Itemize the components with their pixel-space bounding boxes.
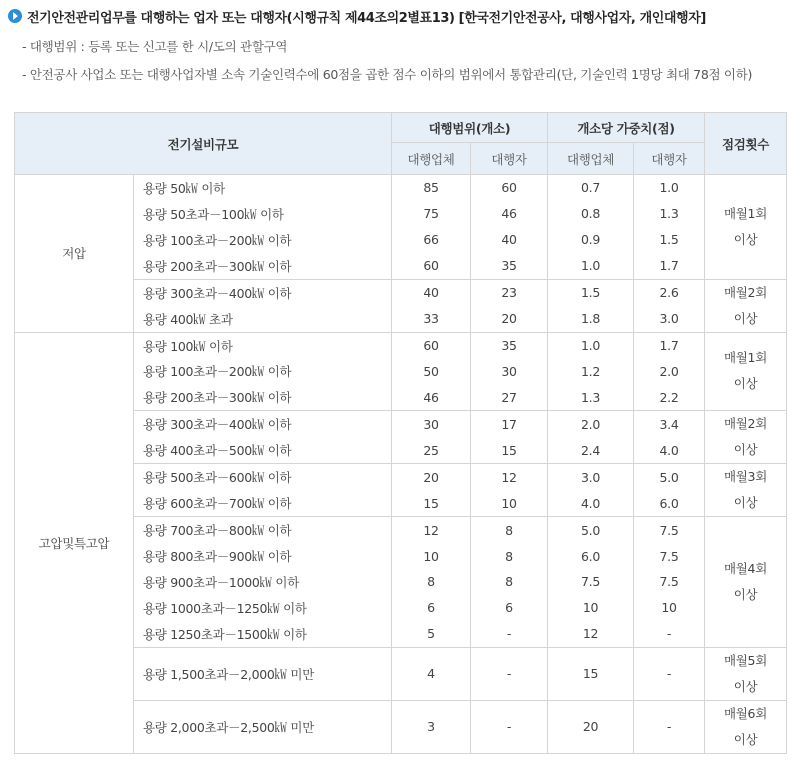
inspection-frequency: 매월4회: [724, 560, 767, 576]
header-range-agency: 대행업체: [392, 143, 471, 175]
range-agency-cell: 85: [392, 175, 471, 201]
range-agent-cell: 60: [471, 175, 548, 201]
capacity-cell: 용량 400초과－500㎾ 이하: [134, 437, 392, 464]
range-agency-cell: 66: [392, 227, 471, 253]
weight-agent-cell: 7.5: [634, 543, 705, 569]
range-agent-cell: 8: [471, 517, 548, 543]
weight-agency-cell: 10: [548, 595, 634, 621]
weight-agency-cell: 6.0: [548, 543, 634, 569]
range-agency-cell: 50: [392, 358, 471, 384]
range-agent-cell: 15: [471, 437, 548, 464]
note-scope: - 대행범위 : 등록 또는 신고를 한 시/도의 관할구역: [22, 39, 288, 54]
inspection-frequency: 매월2회: [724, 416, 767, 432]
capacity-cell: 용량 50초과－100㎾ 이하: [134, 201, 392, 227]
weight-agent-cell: -: [634, 700, 705, 753]
inspection-frequency: 매월1회: [724, 205, 767, 221]
inspection-frequency: 매월1회: [724, 350, 767, 366]
inspection-cell: [705, 700, 787, 753]
header-weight-agent: 대행자: [634, 143, 705, 175]
weight-agent-cell: 10: [634, 595, 705, 621]
range-agency-cell: 46: [392, 384, 471, 410]
weight-agent-cell: 4.0: [634, 437, 705, 464]
inspection-frequency: 매월3회: [724, 469, 767, 485]
weight-agency-cell: 2.4: [548, 437, 634, 464]
range-agent-cell: 8: [471, 543, 548, 569]
note-integrated-management: - 안전공사 사업소 또는 대행사업자별 소속 기술인력수에 60점을 곱한 점수 이하의 범위에서 통합관리(단, 기술인력 1명당 최대 78점 이하): [22, 67, 753, 82]
weight-agency-cell: 1.3: [548, 384, 634, 410]
inspection-cell: [705, 647, 787, 700]
range-agent-cell: 6: [471, 595, 548, 621]
weight-agent-cell: 3.4: [634, 411, 705, 438]
range-agency-cell: 40: [392, 279, 471, 306]
inspection-qualifier: 이상: [733, 231, 758, 247]
weight-agency-cell: 0.9: [548, 227, 634, 253]
range-agent-cell: 23: [471, 279, 548, 306]
range-agent-cell: 12: [471, 464, 548, 491]
range-agency-cell: 10: [392, 543, 471, 569]
capacity-cell: 용량 1000초과－1250㎾ 이하: [134, 595, 392, 621]
category-cell: 저압: [15, 175, 134, 333]
range-agent-cell: -: [471, 700, 548, 753]
capacity-cell: 용량 100초과－200㎾ 이하: [134, 358, 392, 384]
range-agent-cell: 27: [471, 384, 548, 410]
capacity-cell: 용량 200초과－300㎾ 이하: [134, 253, 392, 279]
weight-agent-cell: 1.5: [634, 227, 705, 253]
capacity-cell: 용량 2,000초과－2,500㎾ 미만: [134, 700, 392, 753]
inspection-qualifier: 이상: [733, 586, 758, 602]
inspection-qualifier: 이상: [733, 442, 758, 458]
inspection-qualifier: 이상: [733, 495, 758, 511]
capacity-cell: 용량 1,500초과－2,000㎾ 미만: [134, 647, 392, 700]
weight-agency-cell: 3.0: [548, 464, 634, 491]
weight-agency-cell: 7.5: [548, 569, 634, 595]
capacity-cell: 용량 1250초과－1500㎾ 이하: [134, 621, 392, 647]
capacity-cell: 용량 700초과－800㎾ 이하: [134, 517, 392, 543]
weight-agency-cell: 4.0: [548, 490, 634, 517]
weight-agency-cell: 12: [548, 621, 634, 647]
weight-agent-cell: 5.0: [634, 464, 705, 491]
range-agency-cell: 30: [392, 411, 471, 438]
inspection-cell: [705, 279, 787, 332]
range-agency-cell: 4: [392, 647, 471, 700]
capacity-cell: 용량 400㎾ 초과: [134, 306, 392, 333]
inspection-qualifier: 이상: [733, 678, 758, 694]
header-weight-agency: 대행업체: [548, 143, 634, 175]
weight-agency-cell: 15: [548, 647, 634, 700]
inspection-qualifier: 이상: [733, 310, 758, 326]
section-heading-text: 전기안전관리업무를 대행하는 업자 또는 대행자(시행규칙 제44조의2별표13) [한국전기안전공사, 대행사업자, 개인대행자]: [27, 10, 706, 26]
inspection-frequency: 매월6회: [724, 705, 767, 721]
range-agent-cell: -: [471, 621, 548, 647]
header-scale: 전기설비규모: [15, 113, 392, 175]
weight-agency-cell: 5.0: [548, 517, 634, 543]
weight-agent-cell: 1.3: [634, 201, 705, 227]
weight-agency-cell: 1.2: [548, 358, 634, 384]
weight-agent-cell: 1.7: [634, 332, 705, 358]
section-heading: [8, 6, 706, 26]
category-cell: 고압및특고압: [15, 332, 134, 753]
header-inspection: 점검횟수: [705, 113, 787, 175]
range-agent-cell: 35: [471, 332, 548, 358]
inspection-cell: [705, 175, 787, 280]
weight-agency-cell: 20: [548, 700, 634, 753]
weight-agency-cell: 0.7: [548, 175, 634, 201]
range-agent-cell: 30: [471, 358, 548, 384]
inspection-qualifier: 이상: [733, 731, 758, 747]
weight-agent-cell: 2.0: [634, 358, 705, 384]
range-agency-cell: 15: [392, 490, 471, 517]
inspection-frequency: 매월5회: [724, 652, 767, 668]
range-agent-cell: -: [471, 647, 548, 700]
agency-scope-table: [14, 112, 787, 754]
range-agency-cell: 20: [392, 464, 471, 491]
range-agency-cell: 60: [392, 253, 471, 279]
weight-agent-cell: 6.0: [634, 490, 705, 517]
capacity-cell: 용량 900초과－1000㎾ 이하: [134, 569, 392, 595]
range-agency-cell: 6: [392, 595, 471, 621]
inspection-frequency: 매월2회: [724, 284, 767, 300]
header-range-agent: 대행자: [471, 143, 548, 175]
weight-agency-cell: 1.0: [548, 332, 634, 358]
range-agent-cell: 10: [471, 490, 548, 517]
inspection-cell: [705, 332, 787, 411]
inspection-qualifier: 이상: [733, 376, 758, 392]
header-range: 대행범위(개소): [392, 113, 548, 143]
range-agent-cell: 8: [471, 569, 548, 595]
circle-arrow-icon: [8, 9, 22, 23]
range-agent-cell: 40: [471, 227, 548, 253]
weight-agency-cell: 0.8: [548, 201, 634, 227]
table-body: [15, 175, 787, 754]
range-agency-cell: 60: [392, 332, 471, 358]
capacity-cell: 용량 50㎾ 이하: [134, 175, 392, 201]
capacity-cell: 용량 200초과－300㎾ 이하: [134, 384, 392, 410]
weight-agent-cell: -: [634, 647, 705, 700]
weight-agency-cell: 1.5: [548, 279, 634, 306]
inspection-cell: [705, 464, 787, 517]
range-agent-cell: 35: [471, 253, 548, 279]
range-agent-cell: 17: [471, 411, 548, 438]
header-weight: 개소당 가중치(점): [548, 113, 705, 143]
weight-agency-cell: 1.8: [548, 306, 634, 333]
table-row: [15, 175, 787, 201]
weight-agent-cell: -: [634, 621, 705, 647]
weight-agent-cell: 7.5: [634, 569, 705, 595]
inspection-cell: [705, 517, 787, 647]
range-agency-cell: 25: [392, 437, 471, 464]
weight-agent-cell: 2.6: [634, 279, 705, 306]
range-agency-cell: 8: [392, 569, 471, 595]
capacity-cell: 용량 100초과－200㎾ 이하: [134, 227, 392, 253]
range-agent-cell: 20: [471, 306, 548, 333]
table-row: [15, 332, 787, 358]
range-agent-cell: 46: [471, 201, 548, 227]
weight-agent-cell: 1.7: [634, 253, 705, 279]
capacity-cell: 용량 600초과－700㎾ 이하: [134, 490, 392, 517]
capacity-cell: 용량 500초과－600㎾ 이하: [134, 464, 392, 491]
range-agency-cell: 5: [392, 621, 471, 647]
weight-agent-cell: 7.5: [634, 517, 705, 543]
weight-agent-cell: 1.0: [634, 175, 705, 201]
range-agency-cell: 12: [392, 517, 471, 543]
weight-agent-cell: 2.2: [634, 384, 705, 410]
capacity-cell: 용량 300초과－400㎾ 이하: [134, 411, 392, 438]
range-agency-cell: 75: [392, 201, 471, 227]
capacity-cell: 용량 800초과－900㎾ 이하: [134, 543, 392, 569]
range-agency-cell: 3: [392, 700, 471, 753]
table-header: [15, 113, 787, 175]
range-agency-cell: 33: [392, 306, 471, 333]
capacity-cell: 용량 300초과－400㎾ 이하: [134, 279, 392, 306]
inspection-cell: [705, 411, 787, 464]
weight-agent-cell: 3.0: [634, 306, 705, 333]
capacity-cell: 용량 100㎾ 이하: [134, 332, 392, 358]
weight-agency-cell: 1.0: [548, 253, 634, 279]
weight-agency-cell: 2.0: [548, 411, 634, 438]
